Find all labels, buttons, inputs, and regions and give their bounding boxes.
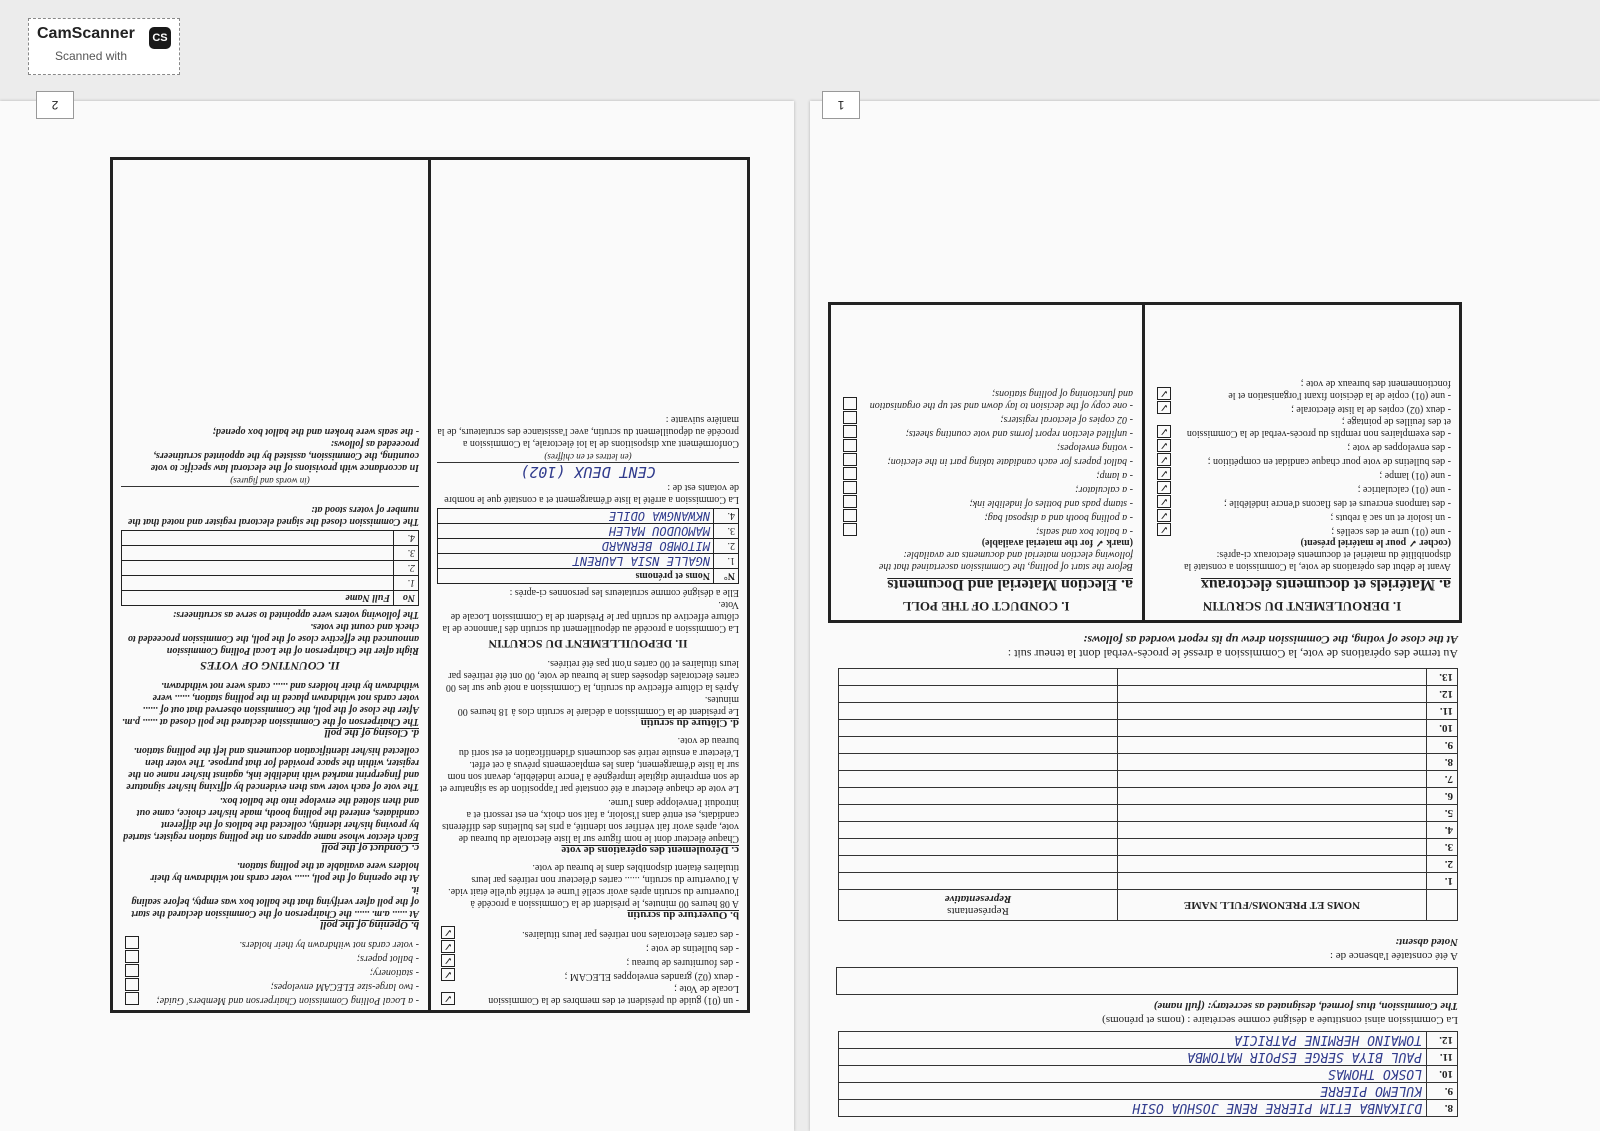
- member-number: 11.: [1427, 1049, 1458, 1066]
- material-list-2-fr: [437, 926, 739, 1006]
- absence-label-en: Noted absent:: [1395, 936, 1458, 948]
- rep-role-cell[interactable]: [839, 686, 1118, 703]
- material-item-label: -: [1127, 428, 1133, 439]
- rep-number: 12.: [1427, 686, 1458, 703]
- checkbox[interactable]: ✓: [1157, 387, 1171, 400]
- checkbox[interactable]: ✓: [441, 940, 455, 953]
- checkbox[interactable]: ✓: [1157, 495, 1171, 508]
- representative-row: [839, 805, 1458, 822]
- scrutineer-name[interactable]: NKWANGWA ODILE: [438, 509, 714, 524]
- rep-number: 2.: [1427, 856, 1458, 873]
- opening-text-fr: A 08 heures 00 minutes, le président de la Commission a procédé à l'ouverture du scrutin après avoir scellé l'urne et vérifié qu'elle était vide.: [448, 886, 739, 909]
- checkbox[interactable]: [843, 467, 857, 480]
- column-divider-2: [428, 160, 431, 1010]
- closing-fr: Au terme des opérations de vote, la Commission a dressé le procès-verbal dont la teneur suit :: [1007, 647, 1458, 661]
- secretary-block: [838, 999, 1458, 1027]
- section-en-column: [831, 305, 1141, 620]
- checkbox[interactable]: [843, 439, 857, 452]
- material-item-text: ballot papers for each candidate taking part in the election;: [887, 456, 1128, 467]
- opening-text2-fr: A l'ouverture du scrutin, ...... cartes d'électeur non retirées par leurs titulaires étaient disponibles dans le bureau de vote.: [471, 862, 739, 885]
- intro-en: Before the start of polling, the Commission ascertained that the following election material and documents are available:: [878, 549, 1133, 572]
- material-item-text: one copy of the decision to lay down and set up the organisation and functioning of polling stations;: [869, 388, 1133, 411]
- scrutineer-row: [438, 554, 739, 569]
- section-conduct-box: [828, 302, 1462, 623]
- checkbox[interactable]: ✓: [1157, 401, 1171, 414]
- subsection-d-fr: d. Clôture du scrutin: [640, 717, 739, 729]
- checkbox[interactable]: ✓: [1157, 467, 1171, 480]
- opening-text-en: At ...... a.m. ...... the Chairperson of the Commission declared the start of the poll after verifying that the ballot box was empty, before sealing it.: [131, 884, 419, 919]
- rep-role-cell[interactable]: [839, 771, 1118, 788]
- material-item-label: -: [413, 953, 419, 964]
- material-item: [121, 964, 419, 978]
- member-row: [839, 1100, 1458, 1117]
- checkbox[interactable]: [125, 978, 139, 991]
- rep-role-cell[interactable]: [839, 873, 1118, 890]
- scrutineer-number: 3.: [714, 524, 739, 539]
- checkbox[interactable]: ✓: [1157, 439, 1171, 452]
- scrut-col-no-en: No: [394, 591, 419, 606]
- secretary-label-fr: La Commission ainsi constituée a désigné comme secrétaire : (noms et prénoms): [1102, 1014, 1458, 1026]
- material-list-2-en: [121, 936, 419, 1006]
- col-rep-fr: Représentants: [947, 905, 1009, 917]
- material-item-text: ballot papers;: [356, 953, 414, 964]
- rep-number: 4.: [1427, 822, 1458, 839]
- scrutineer-number: 3.: [394, 546, 419, 561]
- material-item: [839, 523, 1133, 537]
- rep-name-cell[interactable]: [1118, 856, 1427, 873]
- material-item: [839, 481, 1133, 495]
- material-item-text: stamp pads and bottles of indelible ink;: [969, 498, 1128, 509]
- rep-name-cell[interactable]: [1118, 737, 1427, 754]
- rep-name-cell[interactable]: [1118, 720, 1427, 737]
- material-item-label: -: [733, 943, 739, 954]
- rep-role-cell[interactable]: [839, 720, 1118, 737]
- material-item: [839, 495, 1133, 509]
- rep-role-cell[interactable]: [839, 805, 1118, 822]
- material-item: [121, 978, 419, 992]
- representative-row: [839, 856, 1458, 873]
- material-item: [839, 467, 1133, 481]
- material-item: [1153, 523, 1451, 537]
- rep-role-cell[interactable]: [839, 839, 1118, 856]
- counting-text-en: Right after the Chairperson of the Local Polling Commission announced the effective close of the poll, the Commission proceeded to check and count the votes.: [127, 621, 419, 656]
- scrutineer-name[interactable]: MITOMBO BERNARD: [438, 539, 714, 554]
- rep-role-cell[interactable]: [839, 754, 1118, 771]
- opening-text2-en: At the opening of the poll, ...... voter cards not withdrawn by their holders were available at the polling station.: [150, 860, 419, 883]
- closing-en: At the close of voting, the Commission drew up its report worded as follows:: [1083, 633, 1458, 647]
- material-item-label: -: [1445, 484, 1451, 495]
- material-item-label: -: [1127, 498, 1133, 509]
- material-item-text: unfilled election report forms and vote counting sheets;: [905, 428, 1128, 439]
- material-item-label: -: [1445, 456, 1451, 467]
- material-item: [1153, 509, 1451, 523]
- member-number: 8.: [1427, 1100, 1458, 1117]
- material-item: [1153, 467, 1451, 481]
- material-item-label: -: [1127, 400, 1133, 411]
- section-fr-column: [1145, 305, 1459, 620]
- subsection-c-fr: c. Déroulement des opérations de vote: [561, 844, 739, 856]
- material-item-text: une (01) lampe ;: [1379, 470, 1446, 481]
- rep-number: 6.: [1427, 788, 1458, 805]
- checkbox[interactable]: ✓: [1157, 453, 1171, 466]
- counting-text2-en: The following voters were appointed to serve as scrutineers:: [172, 609, 419, 620]
- checkbox[interactable]: [843, 425, 857, 438]
- subsection-c-en: c. Conduct of the poll: [321, 842, 419, 854]
- scrutineer-number: 2.: [394, 561, 419, 576]
- material-item-label: -: [1127, 484, 1133, 495]
- member-name: DJIKANBA ETIM PIERRE RENE JOSHUA OSIH: [839, 1100, 1427, 1117]
- material-item: [121, 936, 419, 950]
- rep-name-cell[interactable]: [1118, 703, 1427, 720]
- material-item: [839, 411, 1133, 425]
- checkbox[interactable]: ✓: [1157, 509, 1171, 522]
- material-item: [1153, 439, 1451, 453]
- scrutineer-name[interactable]: [122, 531, 394, 546]
- material-item-text: a ballot box and seals;: [1036, 526, 1128, 537]
- checkbox[interactable]: [843, 509, 857, 522]
- rep-role-cell[interactable]: [839, 856, 1118, 873]
- section-title-fr: I. DEROULEMENT DU SCRUTIN: [1202, 599, 1402, 614]
- scrutineer-row: [438, 509, 739, 524]
- scrutineer-name[interactable]: MAMOUDOU MALEH: [438, 524, 714, 539]
- rep-role-cell[interactable]: [839, 703, 1118, 720]
- rep-number: 5.: [1427, 805, 1458, 822]
- material-item: [1153, 377, 1451, 401]
- checkbox[interactable]: [843, 397, 857, 410]
- material-item-label: -: [1127, 442, 1133, 453]
- material-item-label: -: [1445, 526, 1451, 537]
- material-item-label: -: [1445, 442, 1451, 453]
- page-number: 1: [822, 91, 860, 119]
- material-item: [1153, 481, 1451, 495]
- material-item-text: des cartes électorales non retirées par leurs titulaires.: [522, 929, 734, 940]
- voters-count-handwritten: CENT DEUX (102): [437, 462, 739, 481]
- member-row: [839, 1032, 1458, 1049]
- checkbox[interactable]: ✓: [441, 968, 455, 981]
- representative-row: [839, 788, 1458, 805]
- material-item: [121, 992, 419, 1006]
- scrut-col-name-en: Full Name: [122, 591, 394, 606]
- rep-number: 7.: [1427, 771, 1458, 788]
- document-page-2: [0, 98, 794, 1131]
- material-item-label: -: [1127, 414, 1133, 425]
- conduct-text2-en: The vote of each voter was then evidenced by affixing his/her signature and fingerprint marked with indelible ink, against his/her name on the register, within the space provided for that purpose. The voter then collected his/her identification documents and left the polling station.: [126, 745, 419, 792]
- rep-role-cell[interactable]: [839, 669, 1118, 686]
- scrut-col-no-fr: N°: [714, 569, 739, 584]
- intro-fr: Avant le début des opérations de vote, la Commission a constaté la disponibilité du matériel et documents électoraux ci-après:: [1184, 549, 1451, 572]
- section-title-en: I. CONDUCT OF THE POLL: [902, 599, 1070, 614]
- conduct-text-fr: Chaque électeur dont le nom figure sur la liste électorale du bureau de vote, après avoir fait vérifier son identité, a pris les bulletins des différents candidats, est entré dans l'isoloir, a fait son choix, en est ressorti et a introduit l'enveloppe dans l'urne.: [442, 797, 739, 844]
- document-page-1: [810, 98, 1600, 1131]
- material-item: [437, 954, 739, 968]
- representative-row: [839, 822, 1458, 839]
- rep-number: 13.: [1427, 669, 1458, 686]
- material-item-text: voter cards not withdrawn by their holders.: [239, 939, 414, 950]
- material-item-text: des exemplaires non remplis du procès-verbal de la Commission et des feuilles de pointage ;: [1186, 416, 1451, 439]
- rep-name-cell[interactable]: [1118, 686, 1427, 703]
- scrutineer-row: [122, 546, 419, 561]
- rep-role-cell[interactable]: [839, 788, 1118, 805]
- material-item-label: -: [1127, 526, 1133, 537]
- rep-name-cell[interactable]: [1118, 839, 1427, 856]
- absence-label-fr: A été constatée l'absence de :: [1329, 950, 1458, 962]
- material-item-text: des enveloppes de vote ;: [1347, 442, 1446, 453]
- scrutineer-name[interactable]: NGALLE NSIA LAURENT: [438, 554, 714, 569]
- col-full-name: NOMS ET PRENOMS/FULL NAME: [1118, 890, 1427, 921]
- material-item-text: une (01) calculatrice ;: [1357, 484, 1446, 495]
- material-item-text: a lamp;: [1096, 470, 1128, 481]
- material-item-text: deux (02) grandes enveloppes ELECAM ;: [564, 971, 734, 982]
- material-item-text: voting envelopes;: [1056, 442, 1128, 453]
- voters-text-en: The Commission closed the signed electoral register and noted that the number of voters stood at:: [127, 504, 419, 527]
- material-item-label: -: [1445, 390, 1451, 401]
- representative-row: [839, 720, 1458, 737]
- checkbox[interactable]: [125, 992, 139, 1005]
- material-item-text: des bulletins de vote pour chaque candidat en compétition ;: [1207, 456, 1446, 467]
- material-item-text: deux (02) copies de la liste électorale ;: [1291, 404, 1446, 415]
- scrutineer-row: [122, 561, 419, 576]
- material-item: [1153, 453, 1451, 467]
- rep-role-cell[interactable]: [839, 737, 1118, 754]
- counting-text-fr: La Commission a procédé au dépouillement du scrutin dès l'annonce de la clôture effective du scrutin par le Président de la Commission Locale de Vote.: [442, 599, 739, 634]
- material-item-label: -: [733, 995, 739, 1006]
- member-name: TOMAINO HERMINE PATRICIA: [839, 1032, 1427, 1049]
- material-item-text: une (01) urne et des scellés ;: [1331, 526, 1446, 537]
- scrutineer-row: [438, 539, 739, 554]
- subsection-d-en: d. Closing of the poll: [324, 727, 419, 739]
- material-item-label: -: [1127, 470, 1133, 481]
- rep-role-cell[interactable]: [839, 822, 1118, 839]
- representative-row: [839, 873, 1458, 890]
- scrutineer-name[interactable]: [122, 546, 394, 561]
- camscanner-brand: CamScanner: [37, 25, 135, 42]
- scrutineer-number: 2.: [714, 539, 739, 554]
- subsection-b-fr: b. Ouverture du scrutin: [627, 909, 739, 921]
- counting-proc-fr: Conformément aux dispositions de la loi électorale, la Commission a procédé au dépouillement du scrutin, avec l'assistance des scrutateurs, de la manière suivante :: [437, 414, 739, 449]
- representative-row: [839, 737, 1458, 754]
- scrutineer-row: [438, 524, 739, 539]
- closing-poll-text2-fr: Après la clôture effective du scrutin, la Commission a noté que sur les 00 cartes électorales déposées dans le bureau de vote, 00 ont été retirées par leurs titulaires et 00 cartes n'ont pas été retirées.: [445, 658, 739, 693]
- representatives-table: [838, 668, 1458, 921]
- material-item-label: -: [413, 939, 419, 950]
- page2-fr-column: [429, 160, 747, 1010]
- material-item-text: two large-size ELECAM envelopes;: [270, 981, 414, 992]
- material-item-label: -: [413, 967, 419, 978]
- seals-text: the seals were broken and the ballot box opened;: [212, 426, 414, 437]
- member-name: PAUL BIYA SERGE ESPOIR MATOMBA: [839, 1049, 1427, 1066]
- material-item-label: -: [733, 971, 739, 982]
- checkbox[interactable]: [125, 950, 139, 963]
- material-item-label: -: [1445, 470, 1451, 481]
- material-item: [121, 950, 419, 964]
- rep-name-cell[interactable]: [1118, 822, 1427, 839]
- members-table: [838, 1031, 1458, 1117]
- member-row: [839, 1083, 1458, 1100]
- member-number: 9.: [1427, 1083, 1458, 1100]
- material-item-label: -: [1445, 428, 1451, 439]
- member-row: [839, 1049, 1458, 1066]
- checkbox[interactable]: ✓: [441, 992, 455, 1005]
- rep-name-cell[interactable]: [1118, 669, 1427, 686]
- material-item-label: -: [413, 995, 419, 1006]
- col-rep-en: Representative: [944, 893, 1012, 905]
- voters-caption-fr: (en lettres et en chiffres): [544, 452, 632, 462]
- checkbox[interactable]: [843, 411, 857, 424]
- rep-name-cell[interactable]: [1118, 805, 1427, 822]
- checkbox[interactable]: ✓: [441, 954, 455, 967]
- column-divider: [1142, 305, 1145, 620]
- rep-name-cell[interactable]: [1118, 873, 1427, 890]
- material-item-label: -: [1445, 512, 1451, 523]
- rep-number: 11.: [1427, 703, 1458, 720]
- material-item: [839, 425, 1133, 439]
- checkbox[interactable]: ✓: [441, 926, 455, 939]
- material-item-label: -: [1445, 404, 1451, 415]
- checkbox[interactable]: [843, 495, 857, 508]
- rep-name-cell[interactable]: [1118, 788, 1427, 805]
- material-item-label: -: [733, 957, 739, 968]
- subsection-b-en: b. Opening of the poll: [320, 919, 419, 931]
- material-list-fr: [1153, 377, 1451, 537]
- closing-poll-text-en: The Chairperson of the Commission declared the poll closed at ...... p.m.: [122, 716, 419, 727]
- member-number: 10.: [1427, 1066, 1458, 1083]
- camscanner-badge: [28, 18, 180, 75]
- rep-name-cell[interactable]: [1118, 771, 1427, 788]
- scrutineer-number: 1.: [394, 576, 419, 591]
- seals-item: - the seals were broken and the ballot box opened;: [212, 426, 419, 437]
- scrutineers-table-fr: [437, 508, 739, 584]
- voters-text-fr: La Commission a arrêté la liste d'émargement et a constaté que le nombre de votants est de :: [444, 482, 739, 505]
- material-item-text: stationery;: [369, 967, 414, 978]
- checkbox[interactable]: ✓: [1157, 481, 1171, 494]
- scrutineer-number: 1.: [714, 554, 739, 569]
- checkbox[interactable]: ✓: [1157, 523, 1171, 536]
- material-item-text: un isoloir et un sac à rebuts ;: [1330, 512, 1446, 523]
- closing-statement: [838, 633, 1458, 661]
- representative-row: [839, 839, 1458, 856]
- col-representative: [839, 890, 1118, 921]
- material-item-text: a polling booth and a disposal bag;: [984, 512, 1128, 523]
- member-name: LOSKO THOMAS: [839, 1066, 1427, 1083]
- checkbox[interactable]: [843, 453, 857, 466]
- conduct-text2-fr: Le vote de chaque électeur a été constaté par l'apposition de sa signature et de son empreinte digitale imprégnée à l'encre indélébile, devant son nom sur la liste d'émargement, dans les emplacements prévus à cet effet. L'électeur a ensuite retiré ses documents d'identification et est sorti du bureau de vote.: [439, 735, 739, 794]
- material-item: [1153, 495, 1451, 509]
- material-item-label: -: [1127, 512, 1133, 523]
- representative-row: [839, 669, 1458, 686]
- scrut-col-name-fr: Noms et prénoms: [438, 569, 714, 584]
- checkbox[interactable]: [125, 964, 139, 977]
- scrutineer-row: [122, 576, 419, 591]
- rep-number: 8.: [1427, 754, 1458, 771]
- member-name: KULEMO PIERRE: [839, 1083, 1427, 1100]
- representative-row: [839, 703, 1458, 720]
- scrutineer-name[interactable]: [122, 561, 394, 576]
- section-counting-box: [110, 157, 750, 1013]
- material-item-text: un (01) guide du président et des membres de la Commission Locale de Vote ;: [488, 983, 739, 1006]
- rep-number: 1.: [1427, 873, 1458, 890]
- material-item: [839, 439, 1133, 453]
- material-item-text: a calculator;: [1075, 484, 1128, 495]
- material-item: [437, 940, 739, 954]
- material-item: [1153, 415, 1451, 439]
- material-item-text: des bulletins de vote ;: [645, 943, 734, 954]
- rep-number: 9.: [1427, 737, 1458, 754]
- counting-text2-fr: Elle a désigné comme scrutateurs les personnes ci-après :: [509, 587, 739, 598]
- section-ii-title-en: II. COUNTING OF VOTES: [200, 659, 340, 673]
- member-row: [839, 1066, 1458, 1083]
- representative-row: [839, 754, 1458, 771]
- material-item: [437, 926, 739, 940]
- rep-number: 3.: [1427, 839, 1458, 856]
- absence-block: [838, 935, 1458, 963]
- material-item-label: -: [733, 929, 739, 940]
- scrutineers-table-en: [121, 530, 419, 606]
- material-item-text: des fournitures de bureau ;: [626, 957, 734, 968]
- representative-row: [839, 771, 1458, 788]
- member-number: 12.: [1427, 1032, 1458, 1049]
- material-item-text: 02 copies of electoral registers;: [1000, 414, 1128, 425]
- camscanner-caption: Scanned with: [55, 49, 128, 63]
- secretary-label-en: The Commission, thus formed, designated as secretary: (full name): [1153, 1000, 1458, 1012]
- material-item: [437, 982, 739, 1006]
- material-list-en: [839, 387, 1133, 537]
- section-ii-title-fr: II. DEPOUILLEMENT DU SCRUTIN: [488, 637, 688, 651]
- subsection-a-fr: a. Matériels et documents électoraux: [1200, 576, 1451, 593]
- material-item: [1153, 401, 1451, 415]
- checkbox[interactable]: ✓: [1157, 425, 1171, 438]
- closing-poll-text-fr: Le président de la Commission a déclaré le scrutin clos à 18 heures 00 minutes.: [457, 694, 739, 717]
- material-item-label: -: [1127, 456, 1133, 467]
- page2-en-column: [113, 160, 427, 1010]
- material-item-text: une (01) copie de la décision fixant l'organisation et le fonctionnement des bureaux de vote ;: [1228, 378, 1451, 401]
- material-item: [839, 509, 1133, 523]
- secretary-field[interactable]: [836, 967, 1458, 995]
- material-item: [839, 387, 1133, 411]
- checkbox[interactable]: [843, 523, 857, 536]
- page-number-2: 2: [36, 91, 74, 119]
- note-en: (mark ✓ for the material available): [981, 537, 1133, 548]
- material-item: [437, 968, 739, 982]
- rep-name-cell[interactable]: [1118, 754, 1427, 771]
- conduct-text-en: Each elector whose name appears on the polling station register, started by proving his/her identity, collected the ballots of the different candidates, entered the polling booth, made his/her choice, came out and then slotted the envelope into the ballot box.: [123, 795, 419, 842]
- closing-poll-text2-en: After the close of the poll, the Commission observed that out of ...... voter cards not withdrawn placed in the polling station, ...... were withdrawn by their holders and ...... cards were not withdrawn.: [142, 680, 419, 715]
- scrutineer-row: [122, 531, 419, 546]
- scrutineer-number: 4.: [394, 531, 419, 546]
- voters-caption-en: (in words and figures): [230, 476, 310, 486]
- rep-number: 10.: [1427, 720, 1458, 737]
- material-item-label: -: [413, 981, 419, 992]
- representative-row: [839, 686, 1458, 703]
- scrutineer-number: 4.: [714, 509, 739, 524]
- material-item: [839, 453, 1133, 467]
- subsection-a-en: a. Election Material and Documents: [887, 576, 1133, 593]
- checkbox[interactable]: [125, 936, 139, 949]
- voters-count-field-en[interactable]: [121, 486, 419, 503]
- checkbox[interactable]: [843, 481, 857, 494]
- material-item-text: des tampons encreurs et des flacons d'encre indélébile ;: [1223, 498, 1446, 509]
- note-fr: (cocher ✓ pour le matériel présent): [1300, 537, 1451, 548]
- counting-proc-en: In accordance with provisions of the electoral law specific to vote counting, the Commission, assisted by the appointed scrutineers, proceeded as follows:: [150, 438, 419, 473]
- scrutineer-name[interactable]: [122, 576, 394, 591]
- material-item-label: -: [1445, 498, 1451, 509]
- material-item-text: a Local Polling Commission Chairperson and Members' Guide;: [156, 995, 414, 1006]
- camscanner-logo-icon: CS: [149, 27, 171, 49]
